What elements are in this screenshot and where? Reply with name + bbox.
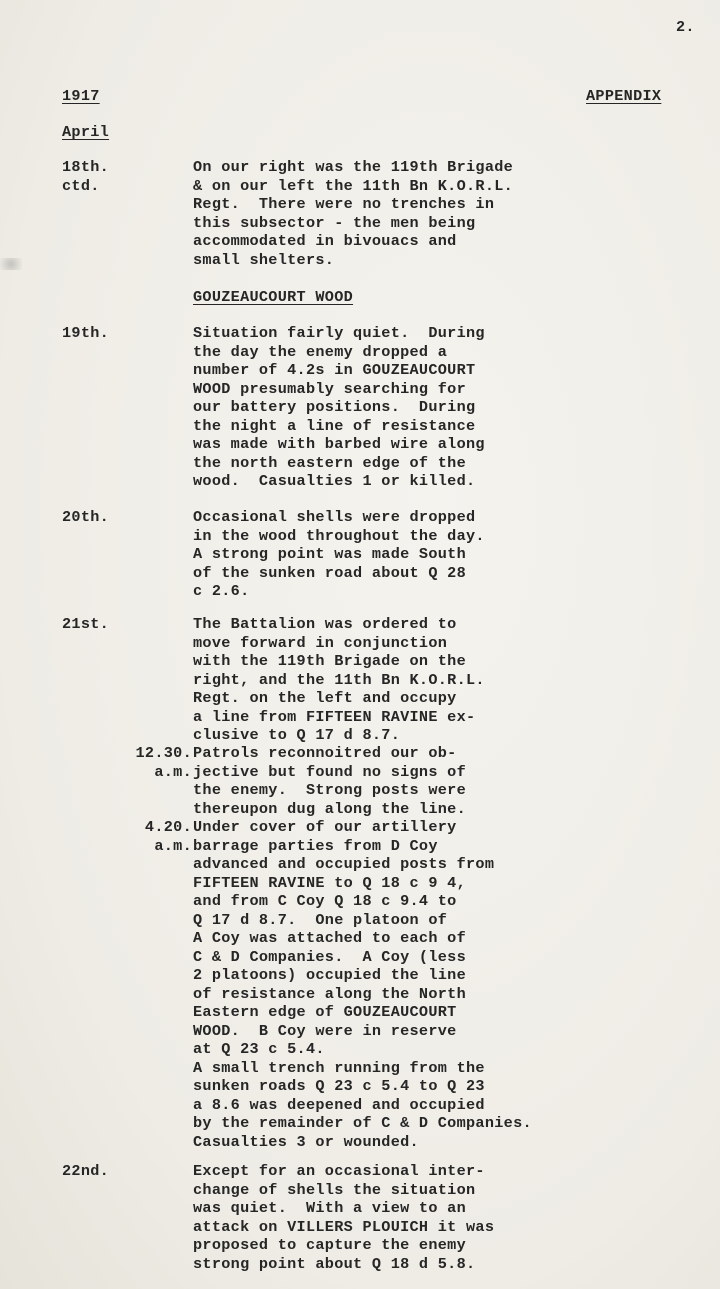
entry-text-line: Casualties 3 or wounded. <box>193 1132 419 1151</box>
entry-text-line: and from C Coy Q 18 c 9.4 to <box>193 892 457 910</box>
entry-text-line: the day the enemy dropped a <box>193 342 448 361</box>
entry-time: 4.20. <box>144 818 192 836</box>
entry-text-line: C & D Companies. A Coy (less <box>193 947 467 966</box>
entry-text-line: clusive to Q 17 d 8.7. <box>193 726 401 744</box>
entry-text-line: with the 119th Brigade on the <box>193 652 467 670</box>
entry-text-line: FIFTEEN RAVINE to Q 18 c 9 4, <box>193 873 467 892</box>
entry-text-line: attack on VILLERS PLOUICH it was <box>193 1217 495 1236</box>
entry-text-line: our battery positions. During <box>193 398 476 416</box>
entry-date: 20th. <box>62 508 110 526</box>
entry-date: 19th. <box>62 324 110 342</box>
entry-text-line: this subsector - the men being <box>193 213 476 232</box>
appendix-heading: APPENDIX <box>586 87 662 105</box>
entry-text-line: jective but found no signs of <box>193 762 467 781</box>
month-heading: April <box>62 123 110 141</box>
entry-text-line: strong point about Q 18 d 5.8. <box>193 1254 476 1273</box>
entry-text-line: proposed to capture the enemy <box>193 1236 467 1254</box>
entry-text-line: Q 17 d 8.7. One platoon of <box>193 910 448 929</box>
entry-text-line: small shelters. <box>193 250 335 269</box>
entry-time: 12.30. <box>135 744 192 762</box>
entry-date: 21st. <box>62 615 110 633</box>
entry-text-line: WOOD presumably searching for <box>193 379 467 398</box>
entry-text-line: The Battalion was ordered to <box>193 615 457 633</box>
entry-text-line: by the remainder of C & D Companies. <box>193 1114 532 1132</box>
entry-text-line: of resistance along the North <box>193 984 467 1003</box>
entry-date: 18th. <box>62 158 110 176</box>
entry-text-line: change of shells the situation <box>193 1180 476 1199</box>
entry-text-line: a line from FIFTEEN RAVINE ex- <box>193 707 476 726</box>
entry-text-line: of the sunken road about Q 28 <box>193 563 467 582</box>
entry-text-line: right, and the 11th Bn K.O.R.L. <box>193 670 485 689</box>
entry-time: a.m. <box>154 762 192 781</box>
entry-text-line: the night a line of resistance <box>193 416 476 435</box>
entry-text-line: A Coy was attached to each of <box>193 929 467 947</box>
entry-text-line: was quiet. With a view to an <box>193 1199 467 1217</box>
entry-text-line: thereupon dug along the line. <box>193 799 467 818</box>
entry-text-line: advanced and occupied posts from <box>193 855 495 873</box>
entry-text-line: in the wood throughout the day. <box>193 526 485 545</box>
entry-time: a.m. <box>154 836 192 855</box>
entry-text-line: Eastern edge of GOUZEAUCOURT <box>193 1003 457 1021</box>
section-heading: GOUZEAUCOURT WOOD <box>193 288 354 306</box>
entry-text-line: Situation fairly quiet. During <box>193 324 485 342</box>
entry-text-line: Under cover of our artillery <box>193 818 457 836</box>
entry-text-line: a 8.6 was deepened and occupied <box>193 1095 485 1114</box>
entry-date: ctd. <box>62 176 100 195</box>
entry-text-line: A small trench running from the <box>193 1058 485 1077</box>
entry-text-line: & on our left the 11th Bn K.O.R.L. <box>193 176 514 195</box>
entry-text-line: accommodated in bivouacs and <box>193 232 457 250</box>
entry-text-line: Occasional shells were dropped <box>193 508 476 526</box>
page-number: 2. <box>676 18 695 36</box>
paper-smudge <box>0 258 22 270</box>
entry-text-line: at Q 23 c 5.4. <box>193 1040 325 1058</box>
entry-text-line: move forward in conjunction <box>193 633 448 652</box>
entry-text-line: barrage parties from D Coy <box>193 836 438 855</box>
entry-text-line: was made with barbed wire along <box>193 435 485 453</box>
entry-text-line: 2 platoons) occupied the line <box>193 966 467 984</box>
entry-date: 22nd. <box>62 1162 110 1180</box>
entry-text-line: Regt. on the left and occupy <box>193 689 457 707</box>
entry-text-line: wood. Casualties 1 or killed. <box>193 472 476 490</box>
entry-text-line: On our right was the 119th Brigade <box>193 158 514 176</box>
entry-text-line: A strong point was made South <box>193 545 467 563</box>
entry-text-line: Regt. There were no trenches in <box>193 195 495 213</box>
entry-text-line: c 2.6. <box>193 582 250 600</box>
entry-text-line: the north eastern edge of the <box>193 453 467 472</box>
entry-text-line: Except for an occasional inter- <box>193 1162 485 1180</box>
entry-text-line: number of 4.2s in GOUZEAUCOURT <box>193 361 476 379</box>
entry-text-line: sunken roads Q 23 c 5.4 to Q 23 <box>193 1077 485 1095</box>
entry-text-line: the enemy. Strong posts were <box>193 781 467 799</box>
entry-text-line: Patrols reconnoitred our ob- <box>193 744 457 762</box>
year-heading: 1917 <box>62 87 100 105</box>
entry-text-line: WOOD. B Coy were in reserve <box>193 1021 457 1040</box>
